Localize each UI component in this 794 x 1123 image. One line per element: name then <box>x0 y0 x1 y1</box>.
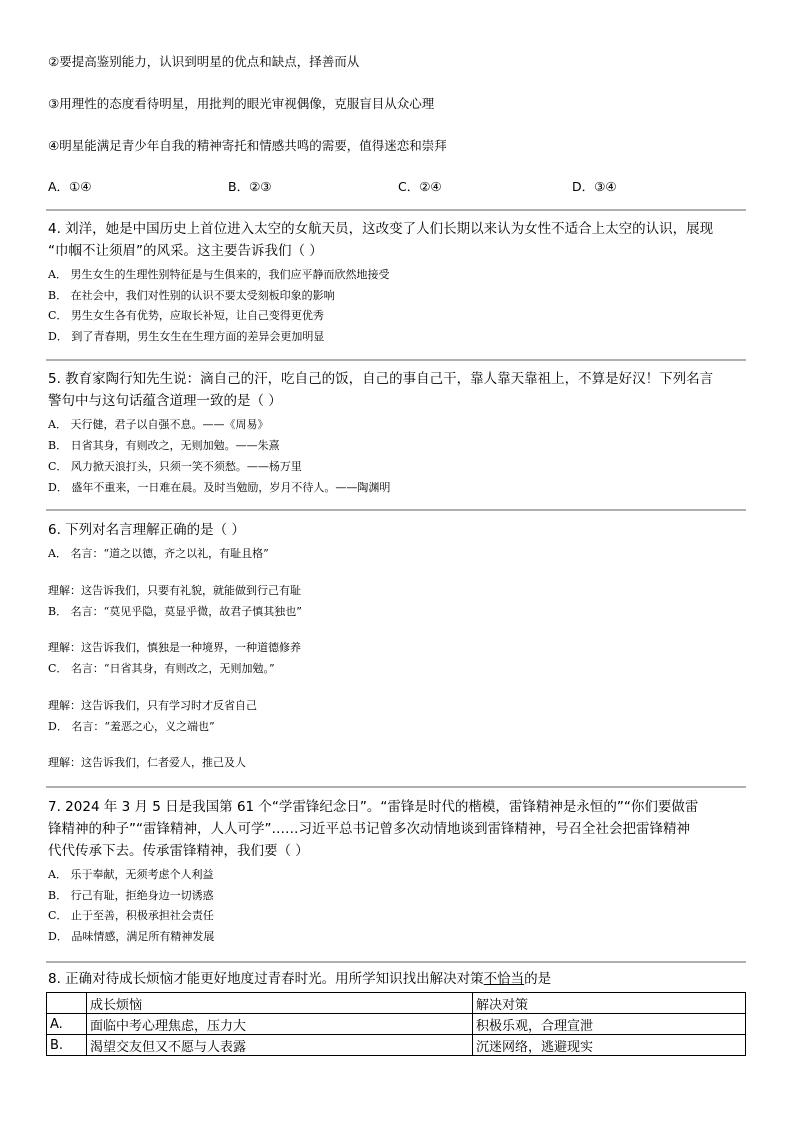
table-row[interactable] <box>47 1035 746 1056</box>
q8-stem-post: 的是 <box>524 971 552 987</box>
divider <box>46 961 746 963</box>
q4-option-a[interactable]: A． 男生女生的生理性别特征是与生俱来的，我们应平静而欣然地接受 <box>48 268 390 281</box>
table-header-cell: 解决对策 <box>473 993 746 1014</box>
q4-option-b[interactable]: B． 在社会中，我们对性别的认识不要太受刻板印象的影响 <box>48 289 335 302</box>
q6-stem: 6. 下列对名言理解正确的是（ ） <box>48 522 245 538</box>
table-cell: B. <box>47 1035 87 1056</box>
statement-4: ④明星能满足青少年自我的精神寄托和情感共鸣的需要，值得迷恋和崇拜 <box>48 138 447 153</box>
q5-option-d[interactable]: D． 盛年不重来，一日难在晨。及时当勉励，岁月不待人。——陶渊明 <box>48 481 391 494</box>
table-cell: 面临中考心理焦虑，压力大 <box>87 1014 473 1035</box>
q7-option-c[interactable]: C． 止于至善，积极承担社会责任 <box>48 909 214 922</box>
statement-3: ③用理性的态度看待明星，用批判的眼光审视偶像，克服盲目从众心理 <box>48 96 435 111</box>
q7-option-b[interactable]: B． 行己有耻，拒绝身边一切诱惑 <box>48 889 214 902</box>
q7-stem <box>48 796 748 862</box>
q5-stem <box>48 368 748 412</box>
table-cell: 沉迷网络，逃避现实 <box>473 1035 746 1056</box>
divider <box>46 786 746 788</box>
q8-table <box>46 992 746 1056</box>
q6-explain-a: 理解：这告诉我们，只要有礼貌，就能做到行己有耻 <box>48 584 301 597</box>
option-d[interactable]: D．③④ <box>572 179 617 194</box>
option-a[interactable]: A．①④ <box>48 179 92 194</box>
table-header-row <box>47 993 746 1014</box>
q6-option-c[interactable]: C． 名言：“日省其身，有则改之，无则加勉。” <box>48 662 275 675</box>
table-cell: 渴望交友但又不愿与人表露 <box>87 1035 473 1056</box>
option-b[interactable]: B．②③ <box>228 179 272 194</box>
divider <box>46 359 746 361</box>
q4-stem-line2: “巾帼不让须眉”的风采。这主要告诉我们（ ） <box>48 243 323 259</box>
table-cell: A. <box>47 1014 87 1035</box>
table-header-cell <box>47 993 87 1014</box>
q7-option-d[interactable]: D． 品味情感，满足所有精神发展 <box>48 930 215 943</box>
q7-stem-line3: 代代传承下去。传承雷锋精神，我们要（ ） <box>48 843 309 859</box>
divider <box>46 209 746 211</box>
q6-explain-b: 理解：这告诉我们，慎独是一种境界，一种道德修养 <box>48 641 301 654</box>
q5-option-b[interactable]: B． 日省其身，有则改之，无则加勉。——朱熹 <box>48 439 280 452</box>
q5-option-c[interactable]: C． 风力掀天浪打头，只须一笑不须愁。——杨万里 <box>48 460 302 473</box>
q4-stem-line1: 4. 刘洋，她是中国历史上首位进入太空的女航天员，这改变了人们长期以来认为女性不适合上太空的认识，展现 <box>48 221 714 237</box>
q7-stem-line1: 7. 2024 年 3 月 5 日是我国第 61 个“学雷锋纪念日”。“雷锋是时代的楷模，雷锋精神是永恒的”“你们要做雷 <box>48 799 699 815</box>
table-header-cell: 成长烦恼 <box>87 993 473 1014</box>
q8-stem <box>48 968 748 990</box>
q6-explain-d: 理解：这告诉我们，仁者爱人，推己及人 <box>48 756 246 769</box>
statement-2: ②要提高鉴别能力，认识到明星的优点和缺点，择善而从 <box>48 54 360 69</box>
q5-stem-line1: 5. 教育家陶行知先生说：滴自己的汗，吃自己的饭，自己的事自己干，靠人靠天靠祖上，不算是好汉！下列名言 <box>48 371 714 387</box>
q7-option-a[interactable]: A． 乐于奉献，无须考虑个人利益 <box>48 868 214 881</box>
q6-explain-c: 理解：这告诉我们，只有学习时才反省自己 <box>48 699 257 712</box>
q4-stem <box>48 218 748 262</box>
q7-stem-line2: 锋精神的种子”“雷锋精神，人人可学”……习近平总书记曾多次动情地谈到雷锋精神，号召全社会把雷锋精神 <box>48 821 690 837</box>
option-c[interactable]: C．②④ <box>398 179 442 194</box>
q4-option-c[interactable]: C． 男生女生各有优势，应取长补短，让自己变得更优秀 <box>48 309 324 322</box>
q6-option-b[interactable]: B． 名言：“莫见乎隐，莫显乎微，故君子慎其独也” <box>48 605 302 618</box>
q5-stem-line2: 警句中与这句话蕴含道理一致的是（ ） <box>48 393 282 409</box>
q8-stem-pre: 8. 正确对待成长烦恼才能更好地度过青春时光。用所学知识找出解决对策 <box>48 971 484 987</box>
q6-option-d[interactable]: D． 名言：“羞恶之心，义之端也” <box>48 720 215 733</box>
q6-option-a[interactable]: A． 名言：“道之以德，齐之以礼，有耻且格” <box>48 547 269 560</box>
table-row[interactable] <box>47 1014 746 1035</box>
q5-option-a[interactable]: A． 天行健，君子以自强不息。——《周易》 <box>48 418 269 431</box>
table-cell: 积极乐观，合理宣泄 <box>473 1014 746 1035</box>
q4-option-d[interactable]: D． 到了青春期，男生女生在生理方面的差异会更加明显 <box>48 330 325 343</box>
divider <box>46 509 746 511</box>
q8-stem-underline: 不恰当 <box>483 971 525 987</box>
